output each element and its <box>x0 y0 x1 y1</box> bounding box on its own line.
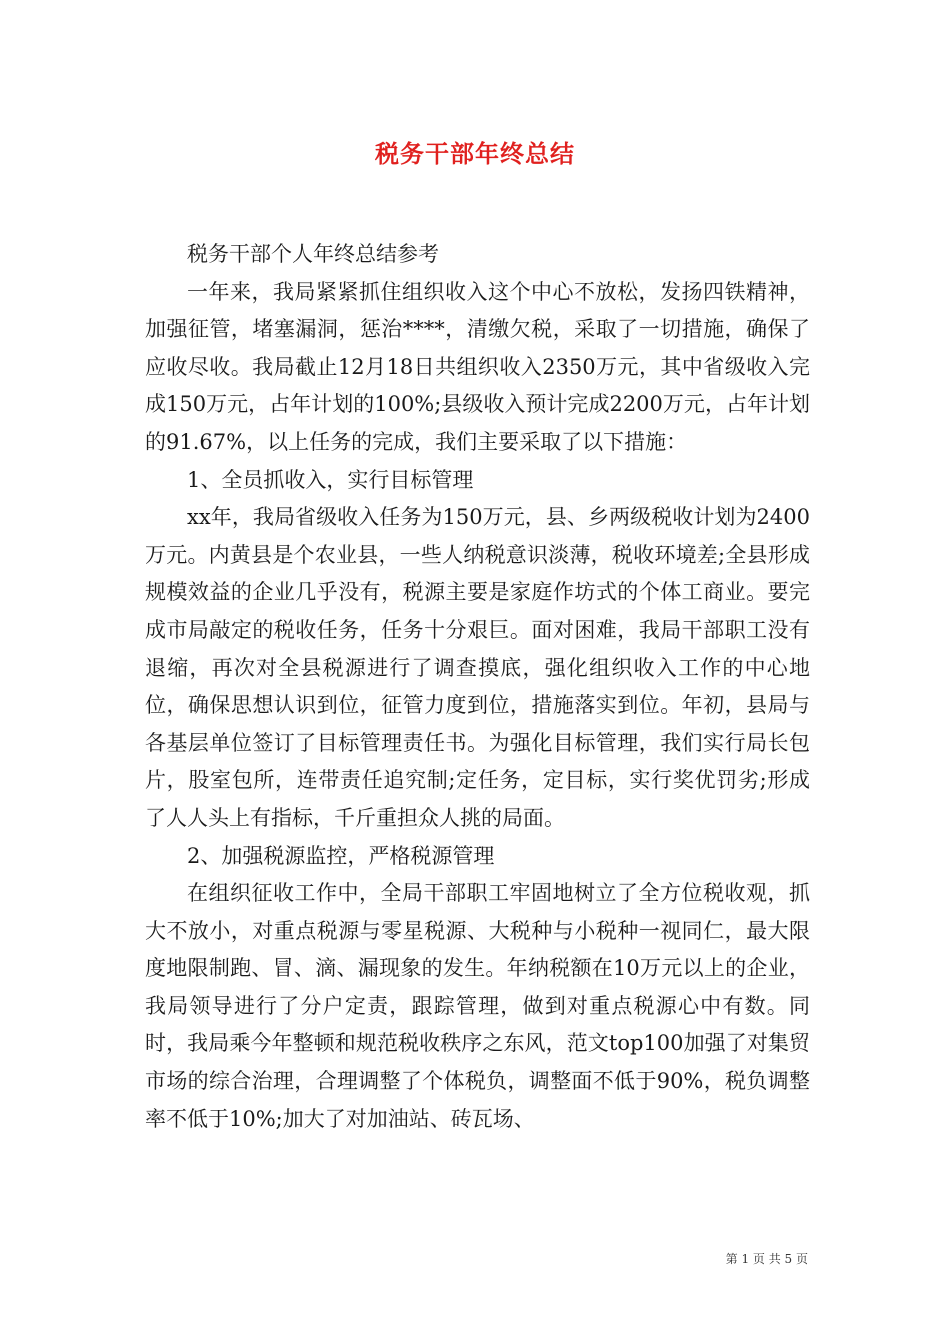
paragraph-intro: 一年来，我局紧紧抓住组织收入这个中心不放松，发扬四铁精神，加强征管，堵塞漏洞，惩治****，清缴欠税，采取了一切措施，确保了应收尽收。我局截止12月18日共组织收入2350万元，其中省级收入完成150万元，占年计划的100%;县级收入预计完成2200万元，占年计划的91.67%，以上任务的完成，我们主要采取了以下措施： <box>145 279 810 454</box>
paragraph-heading-1: 1、全员抓收入，实行目标管理 <box>187 467 474 492</box>
paragraph-heading-2: 2、加强税源监控，严格税源管理 <box>187 843 495 868</box>
paragraph-section-1: xx年，我局省级收入任务为150万元，县、乡两级税收计划为2400万元。内黄县是个农业县，一些人纳税意识淡薄，税收环境差;全县形成规模效益的企业几乎没有，税源主要是家庭作坊式的个体工商业。要完成市局敲定的税收任务，任务十分艰巨。面对困难，我局干部职工没有退缩，再次对全县税源进行了调查摸底，强化组织收入工作的中心地位，确保思想认识到位，征管力度到位，措施落实到位。年初，县局与各基层单位签订了目标管理责任书。为强化目标管理，我们实行局长包片，股室包所，连带责任追究制;定任务，定目标，实行奖优罚劣;形成了人人头上有指标，千斤重担众人挑的局面。 <box>145 505 810 830</box>
paragraph-subtitle: 税务干部个人年终总结参考 <box>187 242 439 266</box>
paragraph-section-2: 在组织征收工作中，全局干部职工牢固地树立了全方位税收观，抓大不放小，对重点税源与零星税源、大税种与小税种一视同仁，最大限度地限制跑、冒、滴、漏现象的发生。年纳税额在10万元以上的企业，我局领导进行了分户定责，跟踪管理，做到对重点税源心中有数。同时，我局乘今年整顿和规范税收秩序之东风，范文top100加强了对集贸市场的综合治理，合理调整了个体税负，调整面不低于90%，税负调整率不低于10%;加大了对加油站、砖瓦场、 <box>145 881 810 1131</box>
document-title: 税务干部年终总结 <box>375 139 575 168</box>
document-body <box>145 236 810 1138</box>
page-number: 第 1 页 共 5 页 <box>725 1252 808 1266</box>
